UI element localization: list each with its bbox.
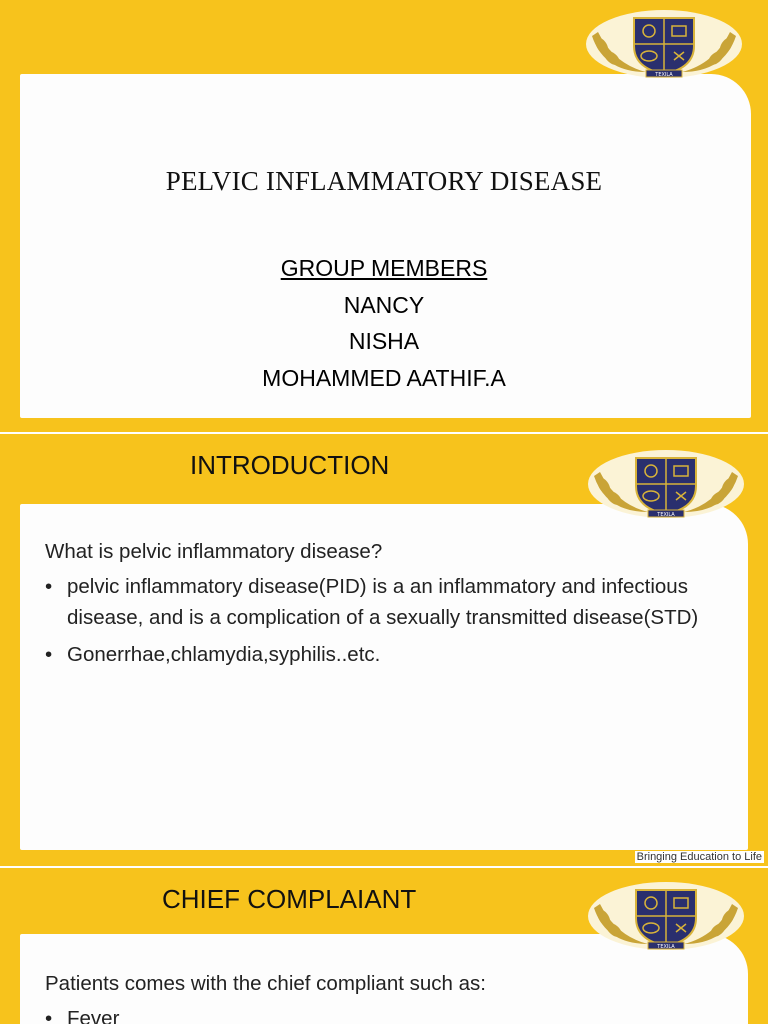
crest-text: TEXILA xyxy=(655,72,673,78)
bullet-icon: • xyxy=(45,575,53,598)
member-name: MOHAMMED AATHIF.A xyxy=(262,364,506,391)
group-members-block xyxy=(0,250,768,396)
bullet-icon: • xyxy=(45,643,53,666)
slide-heading: INTRODUCTION xyxy=(190,450,390,480)
college-crest-logo xyxy=(586,878,746,950)
list-item xyxy=(45,639,705,670)
slide-title xyxy=(0,0,768,432)
presentation-title: PELVIC INFLAMMATORY DISEASE xyxy=(165,166,603,196)
bullet-text: Fever xyxy=(67,1007,120,1024)
college-crest-logo xyxy=(586,446,746,518)
list-item xyxy=(45,571,705,633)
slide-heading: CHIEF COMPLAIANT xyxy=(162,884,417,914)
college-crest-logo xyxy=(584,6,744,78)
slide-chief-complaint xyxy=(0,868,768,1024)
slide-body xyxy=(45,968,705,1024)
group-members-heading: GROUP MEMBERS xyxy=(280,255,488,281)
slide-body xyxy=(45,536,705,670)
bullet-text: pelvic inflammatory disease(PID) is a an inflammatory and infectious disease, and is a complication of a sexually transmitted disease(STD) xyxy=(67,575,699,629)
intro-text: Patients comes with the chief compliant such as: xyxy=(45,972,486,995)
slide-introduction xyxy=(0,434,768,866)
intro-question: What is pelvic inflammatory disease? xyxy=(45,540,383,563)
bullet-icon: • xyxy=(45,1007,53,1024)
crest-text: TEXILA xyxy=(657,944,675,950)
tagline: Bringing Education to Life xyxy=(636,851,762,863)
member-name: NISHA xyxy=(348,328,420,354)
list-item xyxy=(45,1003,705,1024)
crest-text: TEXILA xyxy=(657,512,675,518)
member-name: NANCY xyxy=(343,291,425,318)
bullet-text: Gonerrhae,chlamydia,syphilis..etc. xyxy=(67,643,381,666)
